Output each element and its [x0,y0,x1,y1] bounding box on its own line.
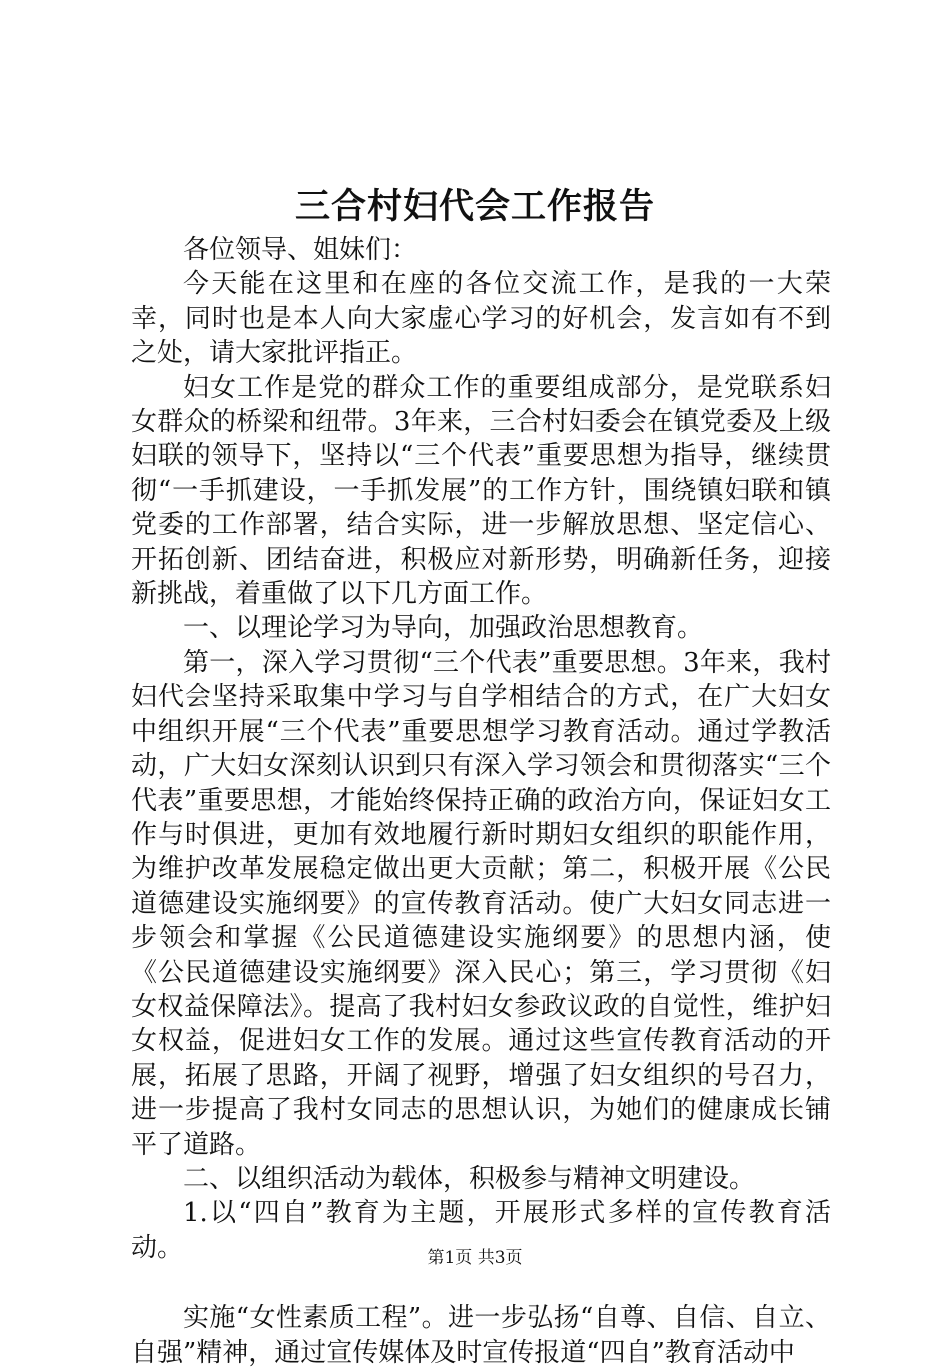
document-body [131,233,831,1370]
salutation-paragraph: 各位领导、姐妹们： [183,235,418,265]
intro-paragraph: 今天能在这里和在座的各位交流工作，是我的一大荣幸，同时也是本人向大家虚心学习的好机会，发言如有不到之处，请大家批评指正。 [131,269,831,369]
subsection-one-heading: 1.以“四自”教育为主题，开展形式多样的宣传教育活动。 [131,1198,831,1263]
section-two-heading: 二、以组织活动为载体，积极参与精神文明建设。 [183,1163,756,1194]
document-title: 三合村妇代会工作报告 [294,186,655,227]
page-footer: 第1页 共3页 [427,1248,523,1268]
section-one-heading: 一、以理论学习为导向，加强政治思想教育。 [183,613,704,644]
subsection-one-body: 实施“女性素质工程”。进一步弘扬“自尊、自信、自立、自强”精神，通过宣传媒体及时宣传报道“四自”教育活动中 [131,1303,831,1368]
overview-paragraph: 妇女工作是党的群众工作的重要组成部分，是党联系妇女群众的桥梁和纽带。3年来，三合村妇委会在镇党委及上级妇联的领导下，坚持以“三个代表”重要思想为指导，继续贯彻“一手抓建设，一手抓发展”的工作方针，围绕镇妇联和镇党委的工作部署，结合实际，进一步解放思想、坚定信心、开拓创新、团结奋进，积极应对新形势，明确新任务，迎接新挑战，着重做了以下几方面工作。 [131,372,831,610]
section-one-body: 第一，深入学习贯彻“三个代表”重要思想。3年来，我村妇代会坚持采取集中学习与自学相结合的方式，在广大妇女中组织开展“三个代表”重要思想学习教育活动。通过学教活动，广大妇女深刻认识到只有深入学习领会和贯彻落实“三个代表”重要思想，才能始终保持正确的政治方向，保证妇女工作与时俱进，更加有效地履行新时期妇女组织的职能作用，为维护改革发展稳定做出更大贡献；第二，积极开展《公民道德建设实施纲要》的宣传教育活动。使广大妇女同志进一步领会和掌握《公民道德建设实施纲要》的思想内涵，使《公民道德建设实施纲要》深入民心；第三，学习贯彻《妇女权益保障法》。提高了我村妇女参政议政的自觉性，维护妇女权益，促进妇女工作的发展。通过这些宣传教育活动的开展，拓展了思路，开阔了视野，增强了妇女组织的号召力，进一步提高了我村女同志的思想认识，为她们的健康成长铺平了道路。 [131,647,831,1160]
